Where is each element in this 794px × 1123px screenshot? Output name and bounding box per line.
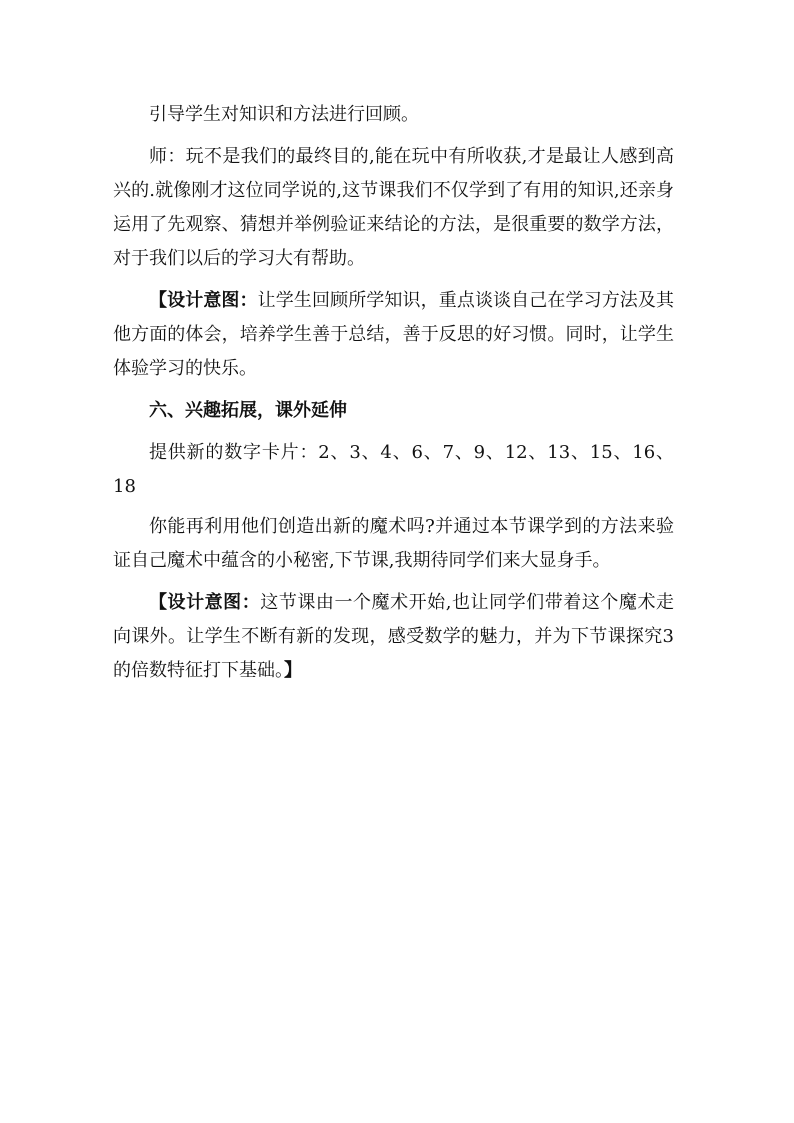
paragraph-review: 引导学生对知识和方法进行回顾。	[149, 104, 419, 125]
paragraph-design-intent-2	[113, 586, 674, 688]
design-intent-text: 让学生回顾所学知识，重点谈谈自己在学习方法及其他方面的体会，培养学生善于总结，善于反思的好习惯。同时，让学生体验学习的快乐。	[113, 290, 675, 379]
paragraph-number-cards: 提供新的数字卡片：2、3、4、6、7、9、12、13、15、16、18	[113, 442, 674, 497]
paragraph-design-intent-1	[113, 284, 674, 386]
design-intent-text: 这节课由一个魔术开始,也让同学们带着这个魔术走向课外。让学生不断有新的发现，感受数学的魅力，并为下节课探究3的倍数特征打下基础。	[113, 592, 674, 681]
paragraph-teacher-summary: 师：玩不是我们的最终目的,能在玩中有所收获,才是最让人感到高兴的.就像刚才这位同学说的,这节课我们不仅学到了有用的知识,还亲身运用了先观察、猜想并举例验证来结论的方法，是很重要的数学方法，对于我们以后的学习大有帮助。	[113, 146, 674, 269]
design-intent-close-bracket: 】	[284, 660, 302, 681]
paragraph-magic-question: 你能再利用他们创造出新的魔术吗?并通过本节课学到的方法来验证自己魔术中蕴含的小秘密,下节课,我期待同学们来大显身手。	[113, 516, 674, 571]
design-intent-label: 【设计意图：	[149, 592, 261, 613]
section-heading: 六、兴趣拓展，课外延伸	[149, 400, 347, 421]
document-body	[113, 98, 674, 696]
design-intent-label: 【设计意图：	[149, 290, 258, 311]
